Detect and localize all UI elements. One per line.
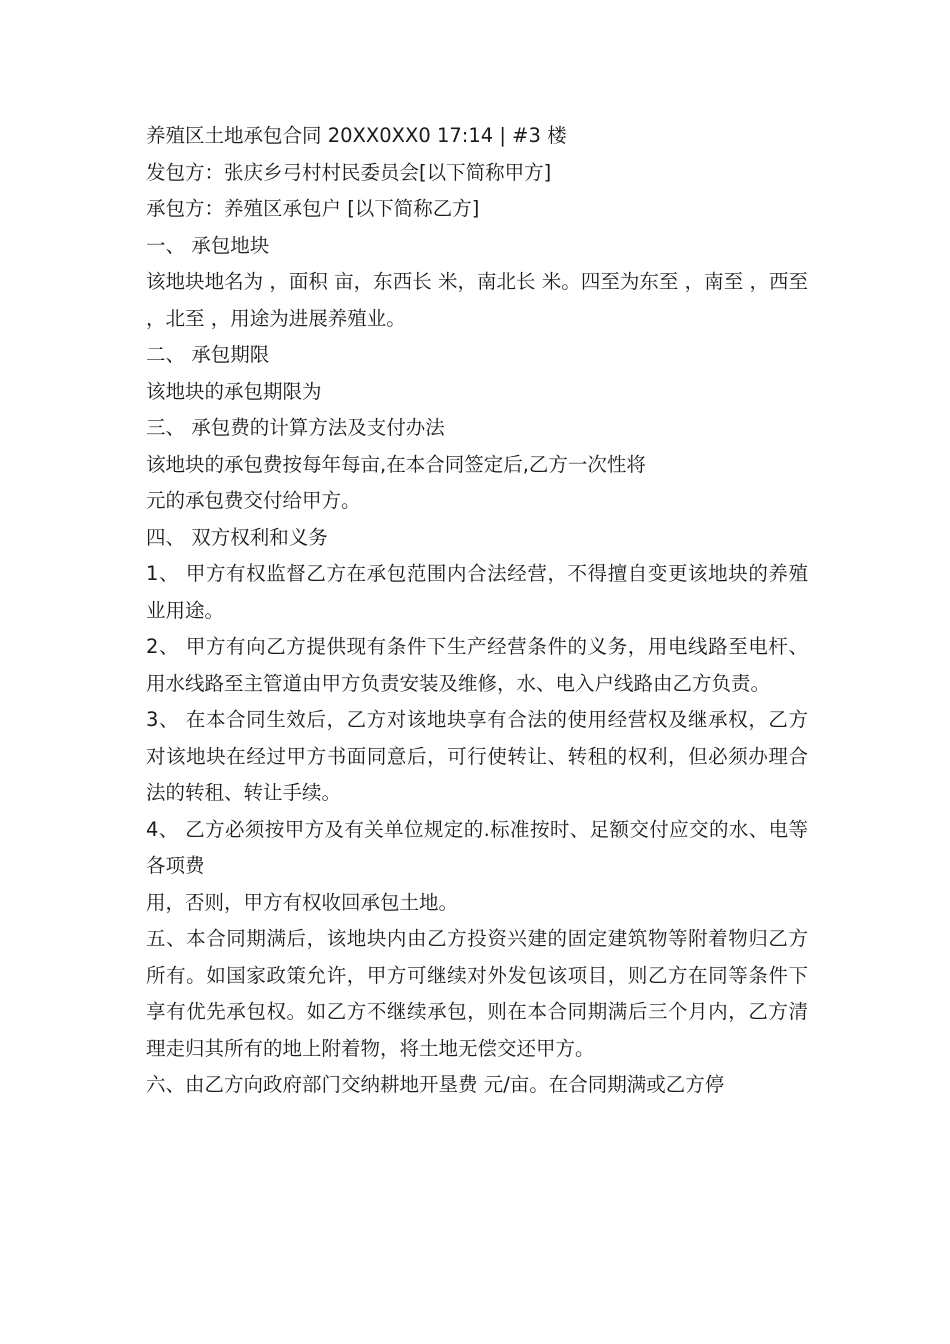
section-4-item-1: 1、 甲方有权监督乙方在承包范围内合法经营，不得擅自变更该地块的养殖业用途。	[146, 562, 808, 622]
section-6-text: 六、由乙方向政府部门交纳耕地开垦费 元/亩。在合同期满或乙方停	[146, 1073, 725, 1096]
section-1-title: 一、 承包地块	[146, 233, 270, 257]
document-page	[146, 118, 808, 1104]
section-4-item-2: 2、 甲方有向乙方提供现有条件下生产经营条件的义务，用电线路至电杆、用水线路至主管道由甲方负责安装及维修，水、电入户线路由乙方负责。	[146, 635, 808, 695]
section-3-title: 三、 承包费的计算方法及支付办法	[146, 416, 445, 439]
party-b-line: 承包方：养殖区承包户 [以下简称乙方]	[146, 197, 480, 220]
section-2-text: 该地块的承包期限为	[146, 379, 322, 403]
section-4-title: 四、 双方权利和义务	[146, 525, 328, 549]
section-1-text: 该地块地名为 ，面积 亩，东西长 米，南北长 米。四至为东至 ，南至 ，西至 ，北至 ，用途为进展养殖业。	[146, 270, 808, 330]
section-4-item-3: 3、 在本合同生效后，乙方对该地块享有合法的使用经营权及继承权，乙方对该地块在经过甲方书面同意后，可行使转让、转租的权利，但必须办理合法的转租、转让手续。	[146, 708, 808, 804]
document-header: 养殖区土地承包合同 20XX0XX0 17:14 | #3 楼	[146, 124, 567, 147]
section-4-item-4-line-2: 用，否则，甲方有权收回承包土地。	[146, 890, 459, 914]
party-a-line: 发包方：张庆乡弓村村民委员会[以下简称甲方]	[146, 160, 552, 184]
section-3-text-line-1: 该地块的承包费按每年每亩,在本合同签定后,乙方一次性将	[146, 452, 646, 476]
section-2-title: 二、 承包期限	[146, 343, 270, 366]
section-3-text-line-2: 元的承包费交付给甲方。	[146, 489, 361, 512]
section-5-text: 五、本合同期满后，该地块内由乙方投资兴建的固定建筑物等附着物归乙方所有。如国家政策允许，甲方可继续对外发包该项目，则乙方在同等条件下享有优先承包权。如乙方不继续承包，则在本合同期满后三个月内，乙方清理走归其所有的地上附着物，将土地无偿交还甲方。	[146, 927, 808, 1060]
section-4-item-4-line-1: 4、 乙方必须按甲方及有关单位规定的.标准按时、足额交付应交的水、电等各项费	[146, 817, 808, 877]
